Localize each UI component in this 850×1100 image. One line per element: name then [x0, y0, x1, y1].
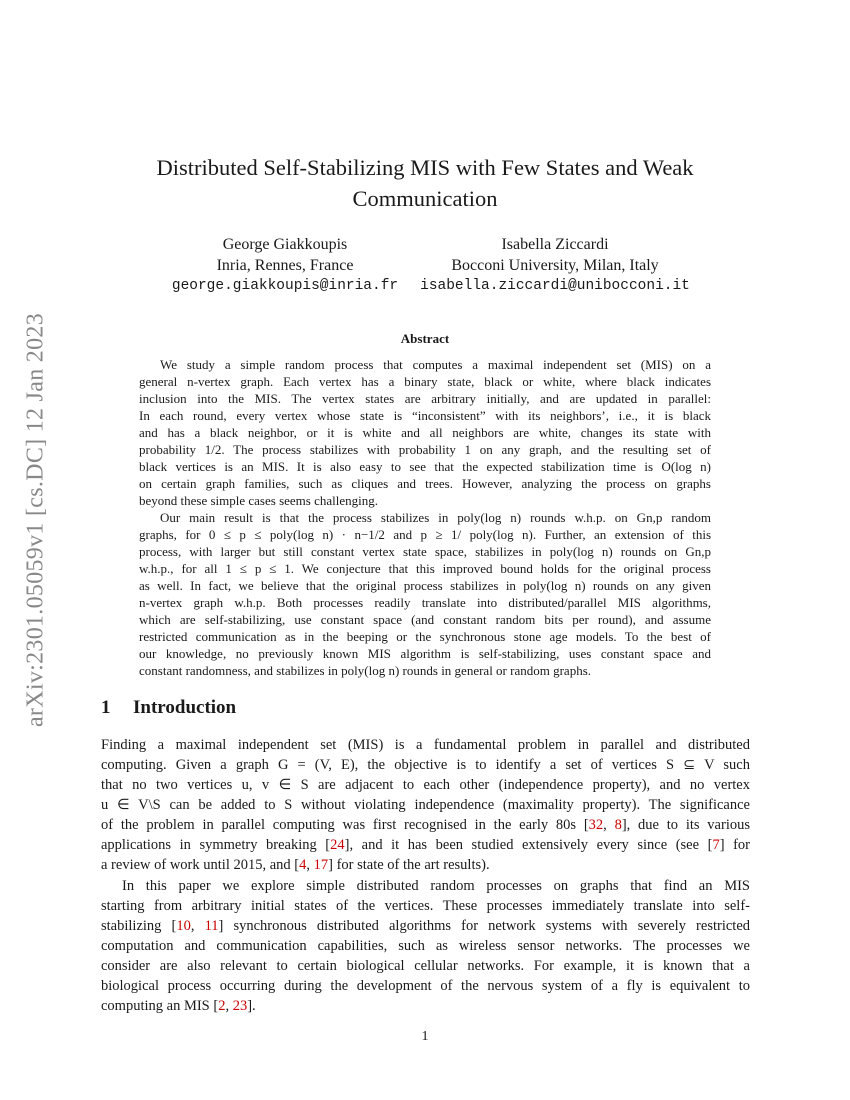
page-number: 1 — [421, 1029, 429, 1044]
abstract-line: n-vertex graph w.h.p. Both processes readily translate into distributed/parallel MIS algorithms, — [139, 595, 711, 610]
abstract-line: probability 1/2. The process stabilizes with probability 1 on any graph, and the resulting set of — [139, 442, 711, 457]
text-segment: applications in symmetry breaking [ — [101, 837, 331, 853]
body-line: computation and communication capabilities, such as wireless sensor networks. The processes we — [101, 938, 750, 954]
abstract-line: which are self-stabilizing, use constant space (and constant random bits per round), and assume — [139, 612, 711, 627]
citation-link[interactable]: 2 — [218, 998, 226, 1014]
abstract-line: Our main result is that the process stabilizes in poly(log n) rounds w.h.p. on Gn,p random — [160, 510, 711, 525]
body-line: starting from arbitrary initial states of the vertices. These processes immediately translate into self- — [101, 898, 750, 914]
body-line — [101, 835, 750, 855]
text-segment: ] synchronous distributed algorithms for network systems with severely restricted — [218, 918, 750, 934]
body-line — [101, 996, 750, 1016]
body-line: consider are also relevant to certain biological cellular networks. For example, it is known that a — [101, 958, 750, 974]
author-block-1 — [150, 235, 420, 297]
citation-link[interactable]: 8 — [614, 817, 622, 833]
text-segment: a review of work until 2015, and [ — [101, 857, 300, 873]
text-segment: ] for — [719, 837, 750, 853]
section-title: Introduction — [133, 697, 237, 718]
body-line — [101, 916, 750, 936]
abstract-line: and has a black neighbor, or it is white and all neighbors are white, changes its state with — [139, 425, 711, 440]
citation-link[interactable]: 23 — [232, 998, 248, 1014]
text-segment: ] for state of the art results). — [328, 857, 490, 873]
author-email[interactable]: george.giakkoupis@inria.fr — [171, 278, 399, 294]
author-name: Isabella Ziccardi — [501, 236, 609, 253]
citation-link[interactable]: 32 — [588, 817, 604, 833]
section-heading — [101, 697, 236, 719]
abstract-line: beyond these simple cases seems challenging. — [139, 493, 378, 508]
paper-title — [100, 152, 750, 214]
abstract-line: w.h.p., for all 1 ≤ p ≤ 1. We conjecture that this improved bound holds for the original process — [139, 561, 711, 576]
abstract-line: inclusion into the MIS. The vertex states are arbitrary initially, and are updated in parallel: — [139, 391, 711, 406]
arxiv-identifier[interactable]: arXiv:2301.05059v1 [cs.DC] 12 Jan 2023 — [22, 312, 49, 728]
abstract-line: constant randomness, and stabilizes in poly(log n) rounds in general or random graphs. — [139, 663, 592, 678]
abstract-line: We study a simple random process that computes a maximal independent set (MIS) on a — [160, 357, 711, 372]
citation-link[interactable]: 24 — [330, 837, 345, 853]
abstract-heading: Abstract — [400, 331, 450, 346]
text-segment: stabilizing [ — [101, 918, 177, 934]
author-email[interactable]: isabella.ziccardi@unibocconi.it — [420, 278, 690, 294]
citation-link[interactable]: 10 — [176, 918, 191, 934]
abstract-line: our knowledge, no previously known MIS algorithm is self-stabilizing, uses constant space and — [139, 646, 711, 661]
body-line: u ∈ V\S can be added to S without violating independence (maximality property). The significance — [101, 797, 750, 813]
text-segment: , — [225, 998, 233, 1014]
abstract-line: restricted communication as in the beeping or the synchronous stone age models. To the best of — [139, 629, 711, 644]
author-affiliation: Bocconi University, Milan, Italy — [451, 256, 659, 274]
title-line-2: Communication — [352, 186, 498, 211]
body-line: biological process occurring during the development of the nervous system of a fly is equivalent to — [101, 978, 750, 994]
text-segment: ], and it has been studied extensively every since (see [ — [344, 837, 713, 853]
citation-link[interactable]: 17 — [313, 857, 329, 873]
text-segment: , — [603, 817, 615, 833]
abstract-line: general n-vertex graph. Each vertex has a binary state, black or white, where black indicates — [139, 374, 711, 389]
citation-link[interactable]: 11 — [204, 918, 219, 934]
text-segment: of the problem in parallel computing was first recognised in the early 80s [ — [101, 817, 589, 833]
abstract-line: process, with larger but still constant vertex state space, stabilizes in poly(log n) rounds on Gn,p — [139, 544, 711, 559]
body-line: In this paper we explore simple distributed random processes on graphs that find an MIS — [122, 878, 750, 894]
author-name: George Giakkoupis — [222, 236, 348, 253]
abstract-line: black vertices is an MIS. It is also easy to see that the expected stabilization time is O(log n) — [139, 459, 711, 474]
body-line: computing. Given a graph G = (V, E), the objective is to identify a set of vertices S ⊆ V such — [101, 757, 750, 773]
author-affiliation: Inria, Rennes, France — [216, 256, 354, 274]
title-line-1: Distributed Self-Stabilizing MIS with Few States and Weak — [156, 155, 694, 180]
body-line: Finding a maximal independent set (MIS) is a fundamental problem in parallel and distributed — [101, 737, 750, 753]
abstract-line: on certain graph families, such as cliques and trees. However, analyzing the process on graphs — [139, 476, 711, 491]
text-segment: , — [190, 918, 205, 934]
section-number: 1 — [101, 697, 111, 718]
text-segment: ]. — [247, 998, 256, 1014]
body-line: that no two vertices u, v ∈ S are adjacent to each other (independence property), and no vertex — [101, 777, 750, 793]
abstract-line: as well. In fact, we believe that the original process stabilizes in poly(log n) rounds on any given — [139, 578, 711, 593]
body-line — [101, 815, 750, 835]
abstract-line: graphs, for 0 ≤ p ≤ poly(log n) · n−1/2 and p ≥ 1/ poly(log n). Further, an extension of this — [139, 527, 711, 542]
text-segment: computing an MIS [ — [101, 998, 219, 1014]
citation-link[interactable]: 7 — [712, 837, 720, 853]
text-segment: , — [306, 857, 314, 873]
body-line — [101, 855, 750, 875]
text-segment: ], due to its various — [621, 817, 750, 833]
citation-link[interactable]: 4 — [299, 857, 307, 873]
author-block-2 — [410, 235, 700, 297]
abstract-line: In each round, every vertex whose state is “inconsistent” with its neighbors’, i.e., it is black — [139, 408, 711, 423]
